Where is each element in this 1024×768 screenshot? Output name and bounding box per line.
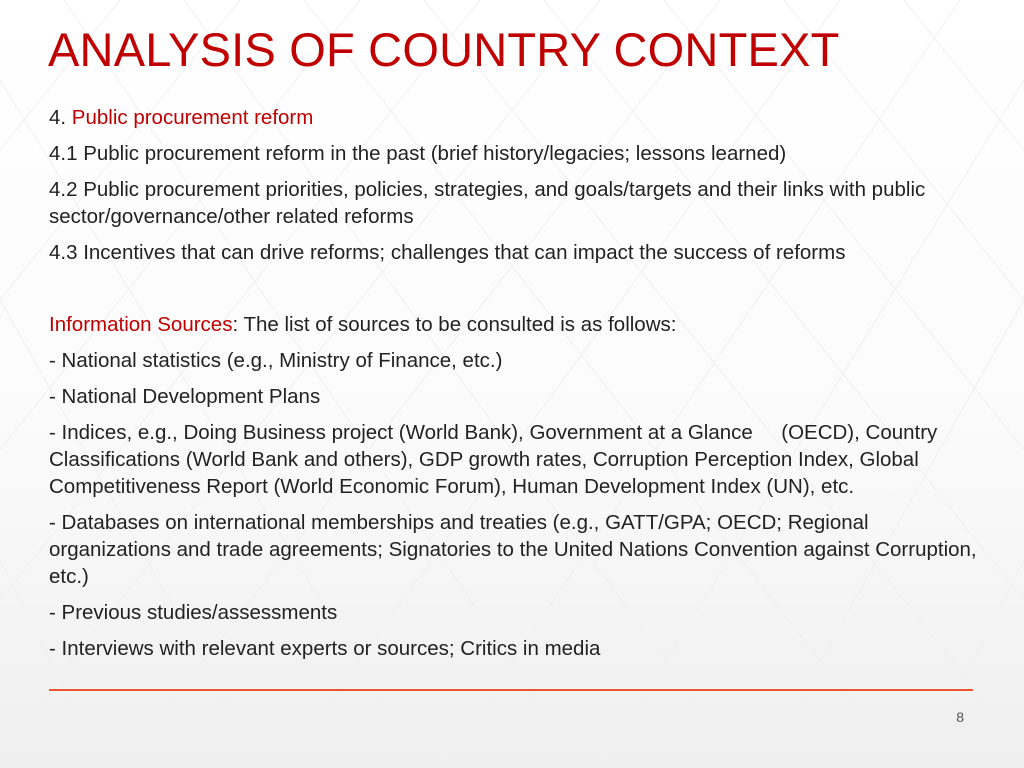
source-item-national-statistics: - National statistics (e.g., Ministry of Finance, etc.) [49,349,503,372]
section-heading [49,104,979,131]
source-item-previous-studies: - Previous studies/assessments [49,601,338,624]
source-item-databases: - Databases on international memberships and treaties (e.g., GATT/GPA; OECD; Regional organizations and trade agreements; Signatories to the United Nations Convention against Corruption, etc.) [49,511,977,588]
section-number: 4. [49,106,72,129]
info-sources-label: Information Sources [49,313,233,336]
slide-title: ANALYSIS OF COUNTRY CONTEXT [48,23,840,76]
source-item-indices: - Indices, e.g., Doing Business project (World Bank), Government at a Glance (OECD), Country Classifications (World Bank and others), GDP growth rates, Corruption Perception Index, Global Competitiveness Report (World Economic Forum), Human Development Index (UN), etc. [49,421,938,498]
source-item-development-plans: - National Development Plans [49,385,321,408]
source-item-interviews: - Interviews with relevant experts or sources; Critics in media [49,637,601,660]
info-sources-intro-text: : The list of sources to be consulted is as follows: [232,313,677,336]
section-item-4-2: 4.2 Public procurement priorities, policies, strategies, and goals/targets and their links with public sector/governance/other related reforms [49,178,926,228]
footer-divider [49,689,973,691]
slide-content [49,104,979,671]
paragraph-spacer [49,275,979,302]
section-item-4-3: 4.3 Incentives that can drive reforms; challenges that can impact the success of reforms [49,241,846,264]
section-item-4-1: 4.1 Public procurement reform in the past (brief history/legacies; lessons learned) [49,142,787,165]
info-sources-intro [49,311,979,338]
section-heading-text: Public procurement reform [71,106,314,129]
page-number: 8 [956,709,964,725]
